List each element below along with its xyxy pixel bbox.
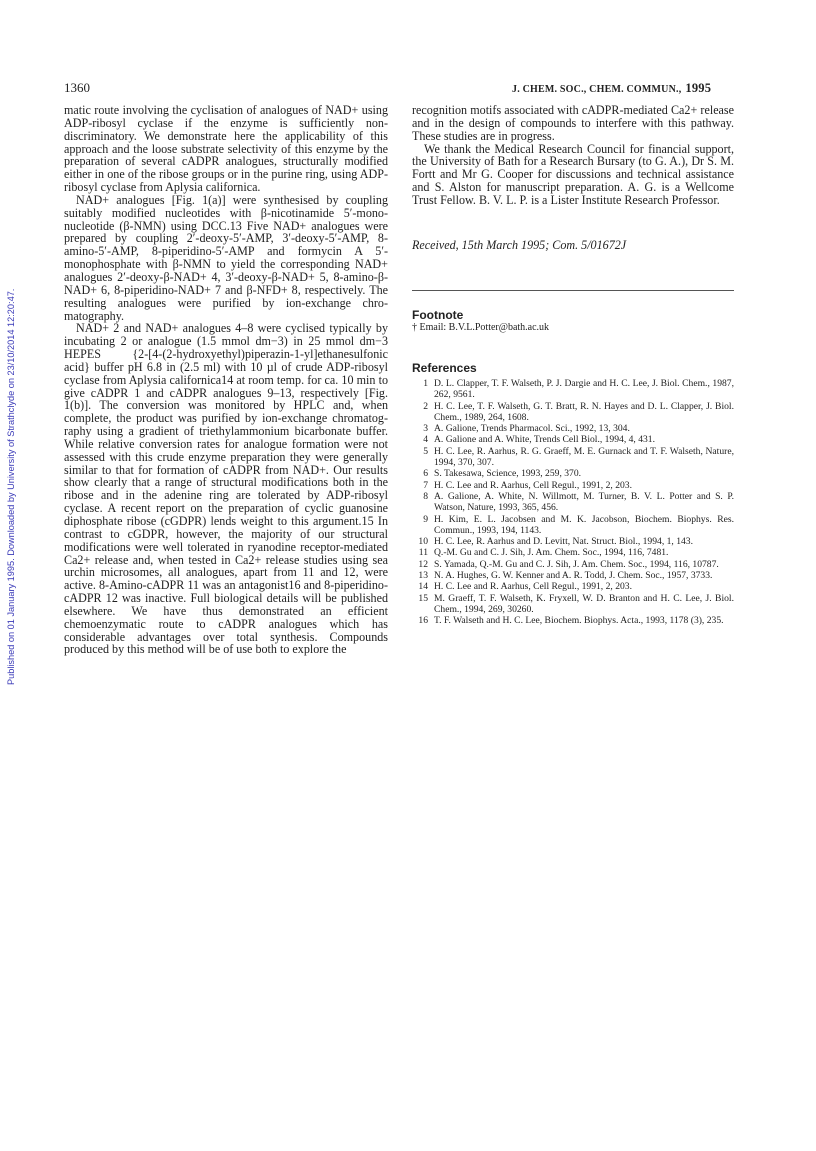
reference-text: S. Yamada, Q.-M. Gu and C. J. Sih, J. Am. Chem. Soc., 1994, 116, 10787.	[434, 558, 719, 570]
reference-list	[412, 378, 734, 627]
reference-text: A. Galione, Trends Pharmacol. Sci., 1992, 13, 304.	[434, 423, 630, 435]
reference-number: 6	[423, 468, 428, 480]
reference-text: N. A. Hughes, G. W. Kenner and A. R. Todd, J. Chem. Soc., 1957, 3733.	[434, 570, 713, 582]
reference-item	[412, 570, 734, 581]
reference-item	[412, 446, 734, 469]
reference-text: A. Galione, A. White, N. Willmott, M. Turner, B. V. L. Potter and S. P. Watson, Nature, 1993, 365, 456.	[434, 490, 734, 514]
reference-text: H. C. Lee, T. F. Walseth, G. T. Bratt, R. N. Hayes and D. L. Clapper, J. Biol. Chem., 1989, 264, 1608.	[434, 400, 734, 423]
reference-number: 9	[423, 513, 428, 525]
journal-title: J. CHEM. SOC., CHEM. COMMUN.,	[512, 84, 682, 95]
body-paragraph: NAD+ analogues [Fig. 1(a)] were synthesised by coupling suitably modified nucleotides with β-nicotinamide 5′-mono-nucleotide (β-NMN) using DCC.13 Five NAD+ analogues were prepared by coupling 2′-deoxy-5′-AMP, 3′-deoxy-5′-AMP, 8-amino-5′-AMP, 8-piperidino-5′-AMP and formycin A 5′-monophosphate with β-NMN to yield the corresponding NAD+ analogues 2′-deoxy-β-NAD+ 4, 3′-deoxy-β-NAD+ 5, 8-amino-β-NAD+ 6, 8-piperidino-NAD+ 7 and β-NFD+ 8, respectively. The resulting analogues were purified by ion-exchange chro-matography.	[64, 192, 388, 323]
reference-text: T. F. Walseth and H. C. Lee, Biochem. Biophys. Acta., 1993, 1178 (3), 235.	[434, 615, 724, 627]
reference-text: H. C. Lee and R. Aarhus, Cell Regul., 1991, 2, 203.	[434, 479, 632, 491]
body-paragraph: NAD+ 2 and NAD+ analogues 4–8 were cyclised typically by incubating 2 or analogue (1.5 mmol dm−3) in 25 mmol dm−3 HEPES {2-[4-(2-hydroxyethyl)piperazin-1-yl]ethanesulfonic acid} buffer pH 6.8 in (2.5 ml) with 10 µl of crude ADP-ribosyl cyclase from Aplysia californica14 at room temp. for ca. 10 min to give cADPR 1 and cADPR analogues 9–13, respectively [Fig. 1(b)]. The conversion was monitored by HPLC and, when complete, the product was purified by ion-exchange chromatog-raphy using a gradient of triethylammonium bicarbonate buffer. While relative conversion rates for analogue formation were not assessed with this crude enzyme preparation they were generally similar to that for formation of cADPR from NAD+. Our results show clearly that a range of structural modifications both in the ribose and in the adenine ring are tolerated by ADP-ribosyl cyclase. A recent report on the preparation of cyclic guanosine diphosphate ribose (cGDPR) lends weight to this argument.15 In contrast to cGDPR, however, the majority of our structural modifications were well tolerated in ryanodine receptor-mediated Ca2+ release and, when tested in Ca2+ release studies using sea urchin microsomes, all analogues, apart from 11 and 12, were active. 8-Amino-cADPR 11 was an antagonist16 and 8-piperidino-cADPR 12 was inactive. Full biological details will be published elsewhere. We have thus demonstrated an efficient chemoenzymatic route to cADPR analogues which has considerable advantages over total synthesis. Compounds produced by this method will be of use both to explore the	[64, 321, 388, 657]
reference-item	[412, 468, 734, 479]
reference-text: S. Takesawa, Science, 1993, 259, 370.	[434, 468, 582, 480]
reference-text: H. Kim, E. L. Jacobsen and M. K. Jacobson, Biochem. Biophys. Res. Commun., 1993, 194, 1143.	[434, 513, 734, 536]
reference-item	[412, 559, 734, 570]
reference-item	[412, 581, 734, 592]
reference-item	[412, 491, 734, 514]
reference-text: H. C. Lee, R. Aarhus, R. G. Graeff, M. E. Gurnack and T. F. Walseth, Nature, 1994, 370, 307.	[434, 445, 734, 469]
reference-number: 4	[423, 434, 428, 446]
reference-number: 5	[423, 445, 428, 457]
right-column	[412, 104, 734, 207]
reference-number: 13	[418, 570, 428, 582]
journal-year: 1995	[685, 81, 712, 95]
reference-item	[412, 514, 734, 537]
reference-number: 11	[418, 547, 428, 559]
reference-text: D. L. Clapper, T. F. Walseth, P. J. Dargie and H. C. Lee, J. Biol. Chem., 1987, 262, 9561.	[434, 378, 734, 401]
download-watermark	[4, 265, 18, 685]
reference-item	[412, 378, 734, 401]
references-heading: References	[412, 361, 477, 375]
running-header	[512, 81, 711, 96]
reference-item	[412, 480, 734, 491]
reference-number: 2	[423, 400, 428, 412]
reference-number: 7	[423, 479, 428, 491]
left-column	[64, 104, 388, 656]
reference-text: Q.-M. Gu and C. J. Sih, J. Am. Chem. Soc., 1994, 116, 7481.	[434, 547, 669, 559]
reference-text: H. C. Lee, R. Aarhus and D. Levitt, Nat. Struct. Biol., 1994, 1, 143.	[434, 536, 694, 548]
reference-text: H. C. Lee and R. Aarhus, Cell Regul., 1991, 2, 203.	[434, 581, 632, 593]
reference-item	[412, 423, 734, 434]
acknowledgements-paragraph: We thank the Medical Research Council for financial support, the University of Bath for a Research Bursary (to G. A.), Dr S. M. Fortt and Mr G. Cooper for discussions and technical assistance and S. Alston for manuscript preparation. A. G. is a Wellcome Trust Fellow. B. V. L. P. is a Lister Institute Research Professor.	[412, 141, 734, 207]
section-divider	[412, 290, 734, 291]
reference-number: 1	[423, 378, 428, 389]
reference-item	[412, 401, 734, 424]
reference-number: 16	[418, 615, 428, 627]
reference-item	[412, 434, 734, 445]
reference-item	[412, 547, 734, 558]
reference-item	[412, 615, 734, 626]
reference-number: 15	[418, 592, 428, 604]
reference-number: 12	[418, 558, 428, 570]
footnote-heading: Footnote	[412, 308, 464, 322]
page-number: 1360	[64, 80, 90, 95]
reference-item	[412, 536, 734, 547]
reference-text: M. Graeff, T. F. Walseth, K. Fryxell, W. D. Branton and H. C. Lee, J. Biol. Chem., 1994, 269, 30260.	[434, 592, 734, 615]
reference-number: 14	[418, 581, 428, 593]
reference-text: A. Galione and A. White, Trends Cell Biol., 1994, 4, 431.	[434, 434, 656, 446]
body-paragraph: recognition motifs associated with cADPR-mediated Ca2+ release and in the design of compounds to interfere with this pathway. These studies are in progress.	[412, 103, 734, 143]
watermark-text: Published on 01 January 1995. Downloaded by University of Strathclyde on 23/10/2014 12:20:47.	[6, 288, 16, 685]
body-paragraph: matic route involving the cyclisation of analogues of NAD+ using ADP-ribosyl cyclase if the enzyme is sufficiently non-discriminatory. We demonstrate here the applicability of this approach and the loose substrate selectivity of this enzyme by the preparation of several cADPR analogues, structurally modified either in one of the ribose groups or in the purine ring, using ADP-ribosyl cyclase from Aplysia californica.	[64, 103, 388, 195]
received-date: Received, 15th March 1995; Com. 5/01672J	[412, 238, 627, 252]
footnote-text: † Email: B.V.L.Potter@bath.ac.uk	[412, 322, 550, 333]
reference-number: 10	[418, 536, 428, 548]
reference-number: 3	[423, 423, 428, 435]
reference-item	[412, 593, 734, 616]
reference-number: 8	[423, 490, 428, 502]
